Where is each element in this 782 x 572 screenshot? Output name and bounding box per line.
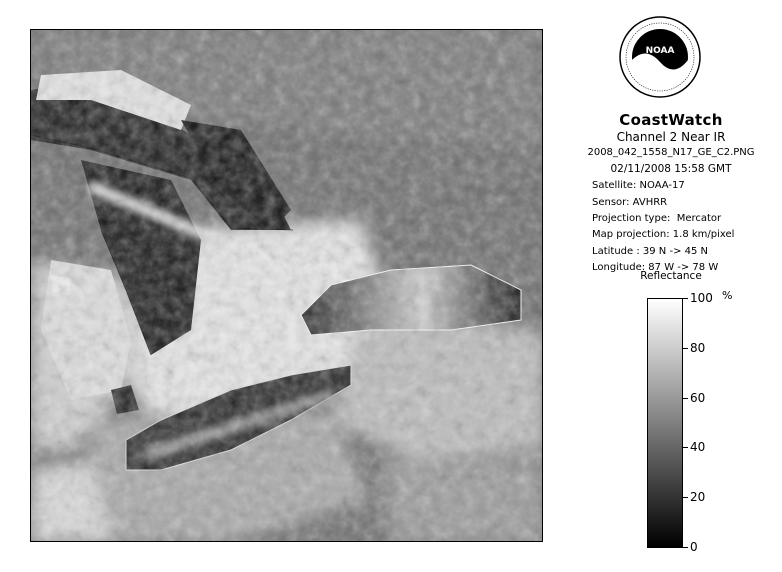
colorbar-tick [683,298,688,299]
colorbar-tick-label: 40 [690,440,706,455]
colorbar-tick [683,348,688,349]
product-filename: 2008_042_1558_N17_GE_C2.PNG [587,147,755,158]
great-lakes-map [31,30,543,542]
meta-longitude: Longitude: 87 W -> 78 W [592,262,719,273]
satellite-image [30,29,543,542]
meta-map-projection: Map projection: 1.8 km/pixel [592,229,735,240]
colorbar-tick [683,398,688,399]
reflectance-colorbar [647,298,683,548]
noaa-logo-icon [619,16,701,98]
meta-satellite: Satellite: NOAA-17 [592,180,685,191]
meta-sensor: Sensor: AVHRR [592,197,668,208]
colorbar-tick-label: 60 [690,390,706,405]
product-datetime: 02/11/2008 15:58 GMT [610,163,732,175]
colorbar-tick [683,447,688,448]
colorbar-tick-label: 0 [690,540,698,554]
colorbar-title: Reflectance [640,270,702,282]
meta-projection-type: Projection type: Mercator [592,213,722,224]
meta-latitude: Latitude : 39 N -> 45 N [592,246,709,257]
product-channel: Channel 2 Near IR [616,130,726,144]
colorbar-tick [683,547,688,548]
colorbar-tick-label: 80 [690,340,706,355]
colorbar-tick [683,497,688,498]
product-title: CoastWatch [619,111,723,129]
noaa-logo-text: NOAA [645,46,675,56]
colorbar-unit: % [722,289,733,302]
colorbar-tick-label: 100 [690,291,713,305]
colorbar-tick-label: 20 [690,490,706,505]
